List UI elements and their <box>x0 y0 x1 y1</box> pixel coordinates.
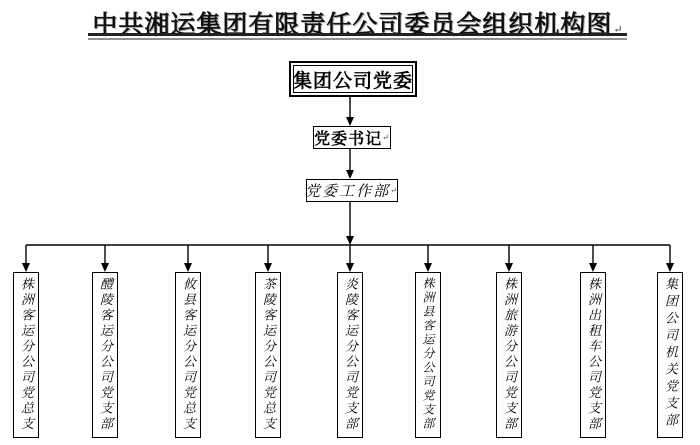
page-title-text: 中共湘运集团有限责任公司委员会组织机构图 <box>92 12 613 39</box>
branch-youxian-passenger: 攸县客运分公司党总支 <box>175 272 201 438</box>
branch-zhuzhou-passenger: 株洲客运分公司党总支 <box>13 272 39 438</box>
paragraph-mark: ↵ <box>390 186 399 195</box>
branch-chaling-passenger: 茶陵客运分公司党总支 <box>255 272 281 438</box>
node-party-secretary-label: 党委书记 <box>314 131 383 148</box>
paragraph-mark: ↵ <box>613 24 624 36</box>
branch-group-hq-party: 集团公司机关党支部 <box>657 272 683 438</box>
node-party-secretary <box>313 126 391 149</box>
branch-zhuzhou-taxi: 株洲出租车公司党支部 <box>580 272 606 438</box>
node-group-party-committee-label: 集团公司党委 <box>293 65 413 93</box>
branch-zhuzhou-county-passenger: 株洲县客运分公司党支部 <box>415 272 441 438</box>
node-party-work-dept <box>306 179 398 202</box>
branch-yanling-passenger: 炎陵客运分公司党支部 <box>337 272 363 438</box>
paragraph-mark: ↵ <box>382 133 390 142</box>
branch-zhuzhou-tourism: 株洲旅游分公司党支部 <box>496 272 522 438</box>
branch-liling-passenger: 醴陵客运分公司党支部 <box>92 272 118 438</box>
node-party-work-dept-label: 党委工作部 <box>305 184 391 200</box>
node-group-party-committee <box>289 61 417 97</box>
title-double-rule <box>88 33 627 40</box>
